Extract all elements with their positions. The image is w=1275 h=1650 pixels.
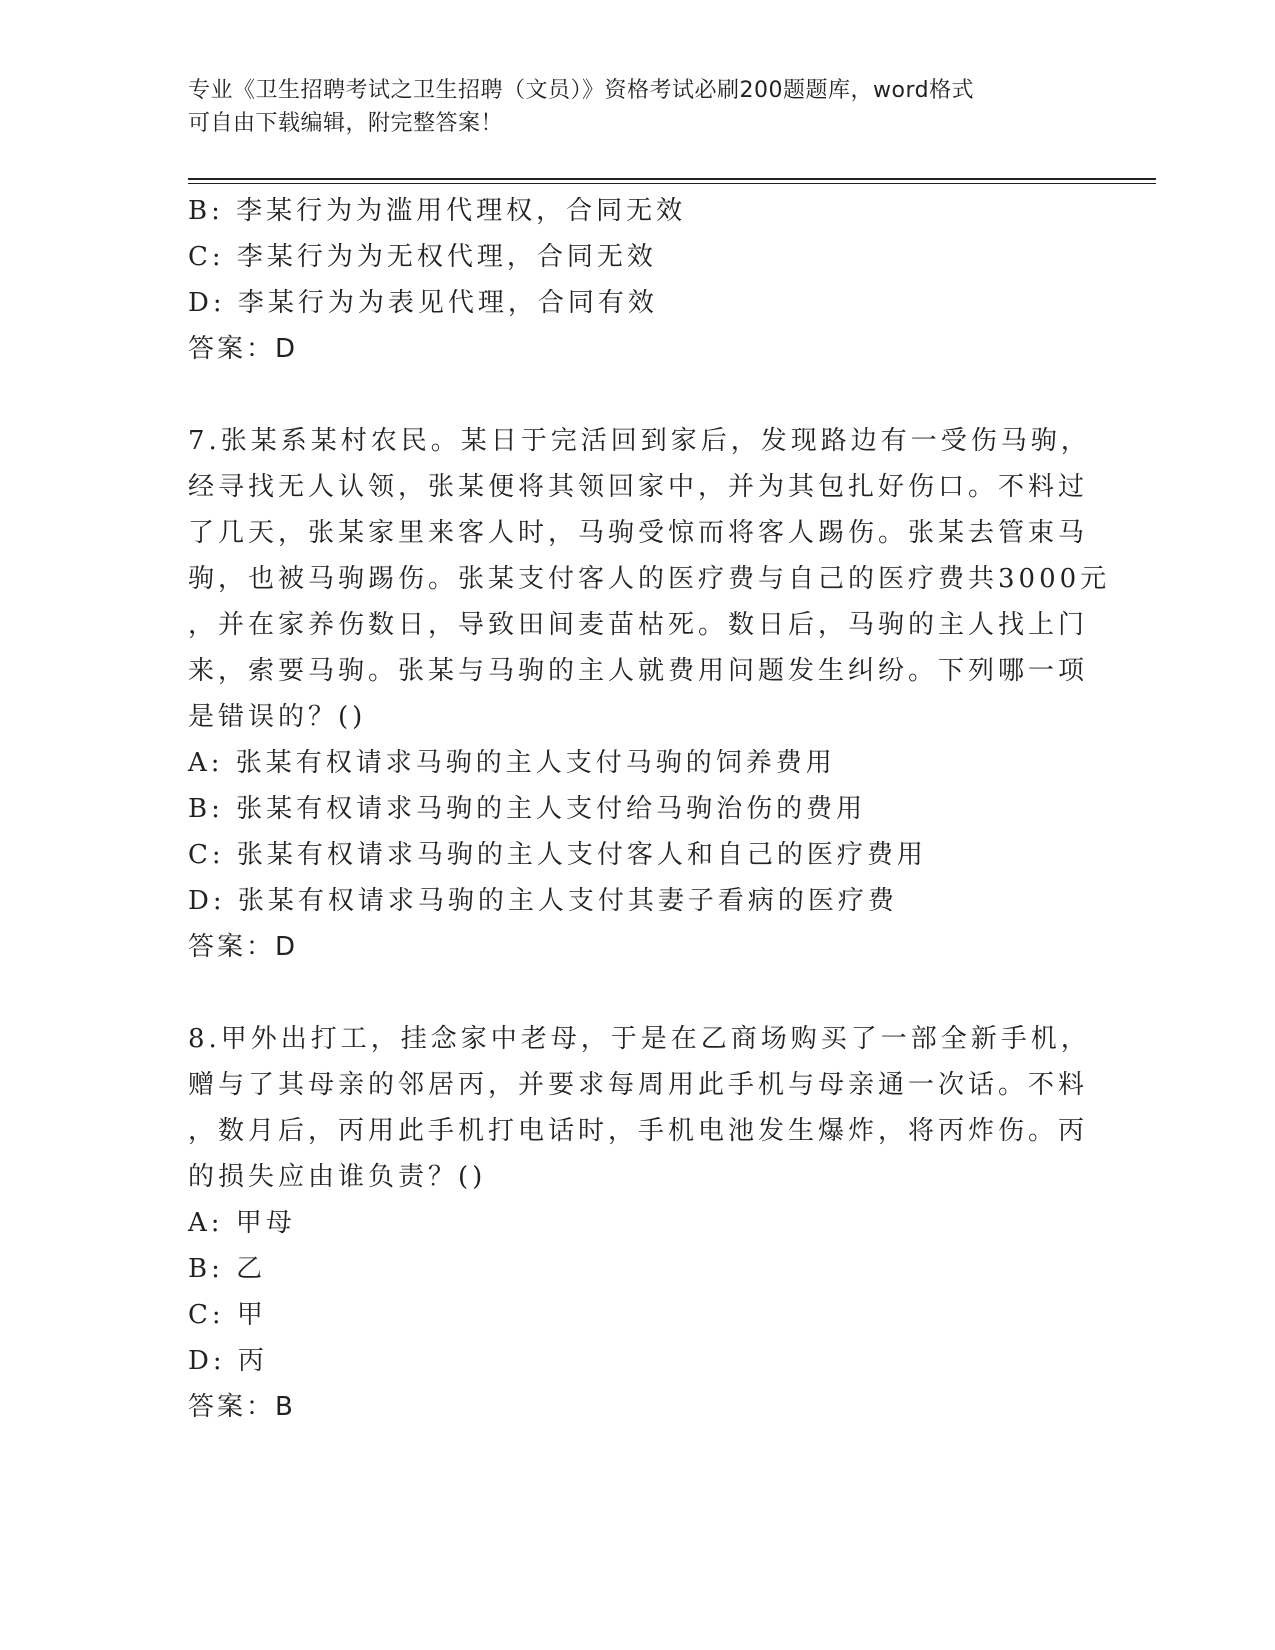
header-divider-thick [188,178,1156,180]
answer-line: 答案：D [188,334,299,364]
option-a: A: 张某有权请求马驹的主人支付马驹的饲养费用 [188,748,836,778]
question-stem-line: ，并在家养伤数日，导致田间麦苗枯死。数日后，马驹的主人找上门 [188,610,1089,640]
option-c: C: 李某行为为无权代理，合同无效 [188,242,657,272]
option-d: D: 张某有权请求马驹的主人支付其妻子看病的医疗费 [188,886,898,916]
question-stem-line: 驹，也被马驹踢伤。张某支付客人的医疗费与自己的医疗费共3000元 [188,564,1111,594]
question-stem-line: 来，索要马驹。张某与马驹的主人就费用问题发生纠纷。下列哪一项 [188,656,1089,686]
question-7 [188,418,1111,970]
spacer [188,372,1088,418]
question-8 [188,1016,1091,1430]
question-content [188,188,1111,1430]
header-divider-thin [188,183,1156,184]
option-d: D: 李某行为为表见代理，合同有效 [188,288,658,318]
answer-line: 答案：D [188,932,299,962]
question-stem-line: 赠与了其母亲的邻居丙，并要求每周用此手机与母亲通一次话。不料 [188,1070,1089,1100]
answer-line: 答案：B [188,1392,296,1422]
option-d: D: 丙 [188,1346,268,1376]
option-a: A: 甲母 [188,1208,296,1238]
question-stem-line: 了几天，张某家里来客人时，马驹受惊而将客人踢伤。张某去管束马 [188,518,1089,548]
question-stem-line: 经寻找无人认领，张某便将其领回家中，并为其包扎好伤口。不料过 [188,472,1089,502]
option-b: B: 乙 [188,1254,267,1284]
question-stem-line: 的损失应由谁负责？() [188,1162,487,1192]
question-stem-line: 是错误的？() [188,702,367,732]
option-c: C: 甲 [188,1300,267,1330]
header-title-line-1: 专业《卫生招聘考试之卫生招聘（文员）》资格考试必刷200题题库，word格式 [188,78,975,103]
question-stem-line: 8.甲外出打工，挂念家中老母，于是在乙商场购买了一部全新手机， [188,1024,1091,1054]
option-c: C: 张某有权请求马驹的主人支付客人和自己的医疗费用 [188,840,927,870]
question-stem-line: ，数月后，丙用此手机打电话时，手机电池发生爆炸，将丙炸伤。丙 [188,1116,1089,1146]
document-header [188,74,1088,140]
question-stem-line: 7.张某系某村农民。某日于完活回到家后，发现路边有一受伤马驹， [188,426,1091,456]
option-b: B: 张某有权请求马驹的主人支付给马驹治伤的费用 [188,794,867,824]
option-b: B: 李某行为为滥用代理权，合同无效 [188,196,687,226]
header-title-line-2: 可自由下载编辑，附完整答案！ [188,111,504,136]
question-6 [188,188,1088,372]
spacer [188,970,1088,1016]
